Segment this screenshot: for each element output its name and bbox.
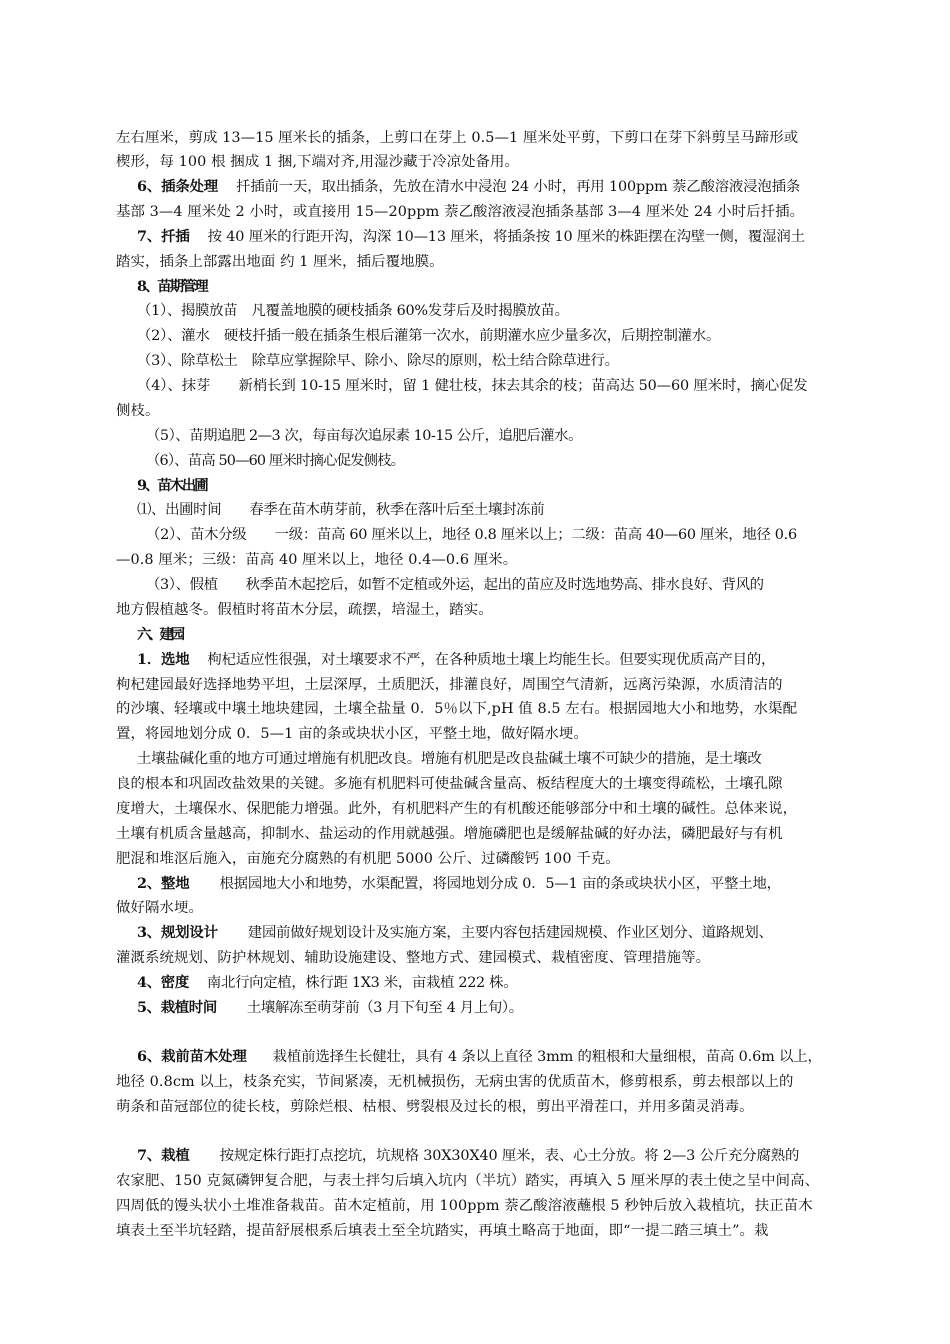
heading-6: 6、插条处理 [137, 178, 219, 195]
text-line: 基部 3—4 厘米处 2 小时，或直接用 15—20ppm 萘乙酸溶液浸泡插条基部 3—4 厘米处 24 小时后扦插。 [116, 204, 805, 220]
paragraph-s3 [137, 924, 879, 942]
text-line: 填表土至半坑轻踏，提苗舒展根系后填表土至全坑踏实，再填土略高于地面，即“一提二踏三填土”。栽 [116, 1223, 769, 1239]
text-line: 良的根本和巩固改盐效果的关键。多施有机肥料可使盐碱含量高、板结程度大的土壤变得疏松，土壤孔隙 [116, 776, 783, 792]
text-line: （6）、苗高 50—60 厘米时摘心促发侧枝。 [146, 453, 405, 469]
paragraph-s7 [137, 1147, 879, 1165]
text-line: 度增大，土壤保水、保肥能力增强。此外，有机肥料产生的有机酸还能够部分中和土壤的碱性。总体来说， [116, 801, 798, 817]
text-line: 萌条和苗冠部位的徒长枝，剪除烂根、枯根、劈裂根及过长的根，剪出平滑茬口，并用多菌灵消毒。 [116, 1099, 754, 1115]
text-line: 肥混和堆沤后施入，亩施充分腐熟的有机肥 5000 公斤、过磷酸钙 100 千克。 [116, 851, 620, 867]
text-line: （3）、除草松土 除草应掌握除早、除小、除尽的原则，松土结合除草进行。 [137, 353, 619, 369]
paragraph-s5 [137, 999, 879, 1017]
text-line: 扦插前一天，取出插条，先放在清水中浸泡 24 小时，再用 100ppm 萘乙酸溶液浸泡插条 [236, 179, 801, 195]
paragraph-s6 [137, 1048, 879, 1066]
text-line: 地方假植越冬。假植时将苗木分层，疏摆，培湿土，踏实。 [116, 602, 493, 618]
text-line: （4）、抹芽 新梢长到 10-15 厘米时，留 1 健壮枝，抹去其余的枝；苗高达 50—60 厘米时，摘心促发 [137, 378, 808, 394]
text-line: 枸杞建园最好选择地势平坦，土层深厚，土质肥沃，排灌良好，周围空气清新，远离污染源，水质清洁的 [116, 677, 783, 693]
section-heading-6: 六、建园 [137, 626, 182, 643]
text-line: ⑴、出圃时间 春季在苗木萌芽前，秋季在落叶后至土壤封冻前 [137, 502, 545, 518]
heading-s4: 4、密度 [137, 974, 189, 991]
text-line: （3）、假植 秋季苗木起挖后，如暂不定植或外运，起出的苗应及时选地势高、排水良好、背风的 [146, 577, 764, 593]
heading-s6: 6、栽前苗木处理 [137, 1048, 247, 1065]
heading-7: 7、扦插 [137, 228, 190, 245]
paragraph-s4 [137, 974, 879, 992]
text-line: 左右厘米，剪成 13—15 厘米长的插条，上剪口在芽上 0.5—1 厘米处平剪，下剪口在芽下斜剪呈马蹄形或 [116, 130, 799, 146]
text-line: 四周低的馒头状小土堆准备栽苗。苗木定植前，用 100ppm 萘乙酸溶液蘸根 5 秒钟后放入栽植坑，扶正苗木 [116, 1198, 813, 1214]
heading-s2: 2、整地 [137, 875, 190, 892]
heading-s5: 5、栽植时间 [137, 999, 217, 1016]
text-line: 地径 0.8cm 以上，枝条充实，节间紧凑，无机械损伤，无病虫害的优质苗木，修剪根系，剪去根部以上的 [116, 1074, 794, 1090]
text-line: 楔形，每 100 根 捆成 1 捆,下端对齐,用湿沙藏于冷凉处备用。 [116, 154, 520, 170]
text-line: （2）、灌水 硬枝扦插一般在插条生根后灌第一次水，前期灌水应少量多次，后期控制灌水。 [137, 328, 721, 344]
heading-s1: 1．选地 [137, 651, 190, 668]
text-line: 侧枝。 [116, 403, 160, 419]
text-line: 按 40 厘米的行距开沟，沟深 10—13 厘米，将插条按 10 厘米的株距摆在沟壁一侧，覆湿润土 [207, 229, 805, 245]
text-line: （2）、苗木分级 一级：苗高 60 厘米以上，地径 0.8 厘米以上；二级：苗高 40—60 厘米，地径 0.6 [146, 527, 797, 543]
text-line: 建园前做好规划设计及实施方案，主要内容包括建园规模、作业区划分、道路规划、 [247, 925, 773, 941]
text-line: 栽植前选择生长健壮，具有 4 条以上直径 3mm 的粗根和大量细根，苗高 0.6m 以上， [272, 1049, 822, 1065]
text-line: 土壤盐碱化重的地方可通过增施有机肥改良。增施有机肥是改良盐碱土壤不可缺少的措施，是土壤改 [137, 751, 762, 767]
heading-9: 9、苗木出圃 [137, 477, 207, 494]
paragraph-7 [137, 228, 879, 246]
text-line: 的沙壤、轻壤或中壤土地块建园，土壤全盐量 0．5％以下,pH 值 8.5 左右。根据园地大小和地势，水渠配 [116, 701, 798, 717]
heading-8: 8、苗期管理 [137, 278, 207, 295]
text-line: 踏实，插条上部露出地面 约 1 厘米，插后覆地膜。 [116, 254, 444, 270]
paragraph-6 [137, 178, 879, 196]
text-line: 做好隔水埂。 [116, 900, 203, 916]
text-line: 土壤解冻至萌芽前（3 月下旬至 4 月上旬）。 [246, 1000, 523, 1016]
text-line: 灌溉系统规划、防护林规划、辅助设施建设、整地方式、建园模式、栽植密度、管理措施等。 [116, 950, 711, 966]
text-line: 枸杞适应性很强，对土壤要求不严，在各种质地土壤上均能生长。但要实现优质高产目的， [207, 652, 776, 668]
text-line: （1）、揭膜放苗 凡覆盖地膜的硬枝插条 60%发芽后及时揭膜放苗。 [137, 303, 569, 319]
heading-s3: 3、规划设计 [137, 924, 218, 941]
text-line: 农家肥、150 克氮磷钾复合肥，与表土拌匀后填入坑内（半坑）踏实，再填入 5 厘米厚的表土使之呈中间高、 [116, 1173, 820, 1189]
text-line: 按规定株行距打点挖坑，坑规格 30X30X40 厘米，表、心土分放。将 2—3 公斤充分腐熟的 [219, 1148, 800, 1164]
text-line: —0.8 厘米；三级：苗高 40 厘米以上，地径 0.4—0.6 厘米。 [116, 552, 518, 568]
text-line: 南北行向定植，株行距 1X3 米，亩栽植 222 株。 [206, 975, 518, 991]
paragraph-s1 [137, 651, 879, 669]
text-line: 置，将园地划分成 0．5—1 亩的条或块状小区，平整土地，做好隔水埂。 [116, 726, 588, 742]
text-line: 根据园地大小和地势，水渠配置，将园地划分成 0．5—1 亩的条或块状小区，平整土地， [219, 876, 781, 892]
heading-s7: 7、栽植 [137, 1147, 190, 1164]
paragraph-s2 [137, 875, 879, 893]
text-line: （5）、苗期追肥 2—3 次，每亩每次追尿素 10-15 公斤，追肥后灌水。 [146, 428, 583, 444]
text-line: 土壤有机质含量越高，抑制水、盐运动的作用就越强。增施磷肥也是缓解盐碱的好办法，磷肥最好与有机 [116, 826, 783, 842]
